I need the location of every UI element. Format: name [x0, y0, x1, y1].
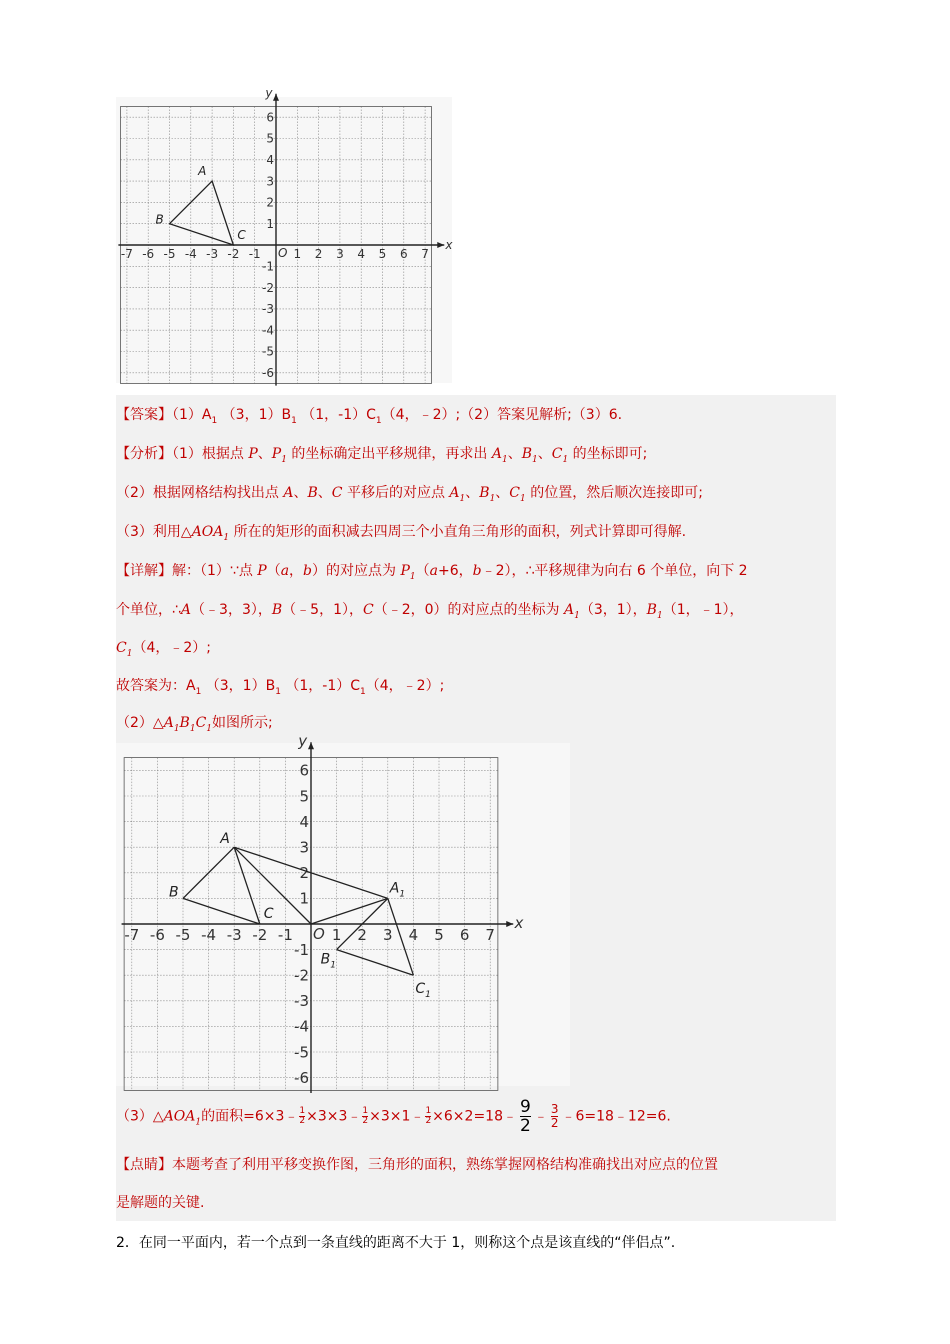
x-tick-label: 3: [336, 247, 344, 261]
y-tick-label: 5: [299, 787, 309, 806]
grid-figure-1: [116, 85, 453, 383]
y-tick-label: -3: [294, 992, 309, 1011]
y-tick-label: -1: [262, 259, 274, 274]
detail-line-4: 故答案为：$A_1$ （3，$1)B_1$ （1，$-1)C_1(4$，﹣2）;: [116, 678, 445, 697]
point-label-c: C: [263, 906, 274, 922]
fraction-half-3: $\frac{1}{2}$: [425, 1106, 432, 1126]
segment-oa1: [311, 898, 388, 924]
y-tick-label: -1: [294, 940, 309, 959]
y-tick-label: 1: [266, 216, 274, 231]
x-tick-label: 7: [485, 926, 495, 944]
y-tick-label: 3: [299, 838, 309, 857]
x-tick-label: -3: [226, 926, 242, 944]
fraction-three-halves: $\frac{3}{2}$: [550, 1102, 559, 1130]
detail-line-1: 【详解】解：（1）∵点 P（a，b）的对应点为 $P_1(a+6$，b﹣2），∴平移规律为向右 6 个单位，向下 2: [116, 563, 748, 582]
x-tick-label: -6: [149, 926, 165, 944]
segment-ac: [234, 847, 260, 924]
point-label-a: A: [220, 831, 230, 848]
x-tick-label: 2: [357, 926, 367, 944]
point-label-c1: $C_1$: [415, 981, 431, 1001]
x-tick-label: 1: [293, 247, 302, 261]
comment-tag: 【点睛】: [116, 1157, 172, 1173]
x-axis-label: x: [445, 238, 453, 252]
y-tick-label: 5: [266, 131, 274, 146]
x-tick-label: 6: [399, 247, 408, 261]
fraction-half-1: $\frac{1}{2}$: [299, 1106, 306, 1126]
point-label-b1: $B_1$: [320, 951, 336, 971]
point-label-a: A: [198, 164, 207, 179]
detail-line-5: $(2)\triangle A_1B_1C_1$如图所示;: [116, 715, 273, 734]
y-tick-label: 2: [266, 195, 274, 210]
grid-figure-2: [116, 732, 570, 1087]
x-tick-label: 3: [383, 926, 393, 944]
x-tick-label: 4: [357, 247, 366, 261]
y-tick-label: 1: [299, 889, 309, 908]
x-tick-label: 6: [459, 926, 470, 944]
x-tick-label: -4: [184, 247, 197, 261]
y-tick-label: -3: [262, 302, 274, 317]
point-label-c: C: [237, 228, 246, 242]
y-tick-label: -6: [262, 366, 274, 380]
x-tick-label: -6: [142, 247, 155, 261]
y-tick-label: 6: [299, 761, 309, 780]
analysis-line-1: 【分析】（1）根据点 P、$P_1$ 的坐标确定出平移规律，再求出 $A_1$、$B_1$、$C_1$ 的坐标即可;: [116, 446, 648, 465]
y-tick-label: -6: [294, 1068, 309, 1087]
detail-tag: 【详解】: [116, 563, 172, 579]
origin-label: O: [278, 246, 288, 260]
y-tick-label: -4: [262, 323, 274, 338]
point-label-b: B: [155, 212, 164, 227]
x-tick-label: -5: [163, 247, 176, 261]
y-axis-label: y: [265, 85, 273, 100]
answer-tag: 【答案】: [116, 407, 172, 423]
x-axis-arrow: [437, 242, 444, 248]
y-tick-label: 4: [266, 153, 274, 167]
point-label-b: B: [169, 884, 179, 901]
point-label-a1: $A_1$: [389, 880, 406, 900]
fraction-half-2: $\frac{1}{2}$: [362, 1106, 369, 1126]
analysis-tag: 【分析】: [116, 446, 172, 462]
x-tick-label: -1: [248, 247, 261, 261]
origin-label: O: [313, 925, 325, 943]
point-label-subscript: 1: [330, 960, 336, 971]
point-label-subscript: 1: [399, 889, 406, 900]
segment-b1c1: [337, 950, 414, 976]
x-axis-label: x: [514, 914, 524, 932]
y-axis-arrow: [273, 94, 279, 101]
x-tick-label: -4: [201, 926, 217, 944]
y-tick-label: 2: [299, 864, 309, 883]
analysis-line-3: （3）利用$\triangle AOA_1$ 所在的矩形的面积减去四周三个小直角三角形的面积，列式计算即可得解.: [116, 524, 687, 543]
triangle-abc: [170, 181, 234, 245]
comment-line-1: 【点睛】本题考查了利用平移变换作图，三角形的面积，熟练掌握网格结构准确找出对应点的位置: [116, 1157, 718, 1173]
x-tick-label: 4: [408, 926, 419, 944]
comment-line-2: 是解题的关键.: [116, 1195, 205, 1211]
y-tick-label: 6: [266, 110, 274, 125]
detail-line-2: 个单位，∴A（﹣3，3），B（﹣5，1），C（﹣2，0）的对应点的坐标为 $A_1(3$，1），$B_1(1$，﹣1），: [116, 602, 744, 621]
x-tick-label: 7: [421, 247, 429, 261]
segment-bc: [183, 898, 260, 924]
y-tick-label: -2: [294, 966, 309, 985]
detail-line-3: $C_1(4$，﹣2）;: [116, 640, 211, 659]
x-tick-label: -2: [252, 926, 268, 944]
x-axis-arrow: [506, 921, 513, 927]
y-tick-label: -2: [262, 280, 274, 295]
y-tick-label: -4: [294, 1017, 309, 1036]
x-tick-label: -7: [124, 926, 140, 944]
y-axis-label: y: [298, 732, 308, 751]
y-tick-label: 4: [299, 812, 309, 831]
x-tick-label: -1: [277, 926, 293, 944]
x-tick-label: -5: [175, 926, 191, 944]
fraction-nine-halves: $\frac{9}{2}$: [520, 1097, 531, 1136]
x-tick-label: -3: [206, 247, 219, 261]
coordinate-graph-original: [116, 85, 453, 383]
x-tick-label: 1: [331, 926, 342, 944]
coordinate-graph-translated: [116, 732, 570, 1087]
answer-line: 【答案】$(1)A_1$ （3，$1)B_1$ （1，$-1)C_1(4$，﹣2）;（2）答案见解析;（3）6.: [116, 407, 623, 426]
analysis-line-2: （2）根据网格结构找出点 A、B、C 平移后的对应点 $A_1$、$B_1$、$C_1$ 的位置，然后顺次连接即可;: [116, 485, 703, 504]
x-tick-label: -7: [120, 247, 133, 261]
y-tick-label: 3: [266, 174, 274, 189]
x-tick-label: -2: [227, 247, 240, 261]
y-axis-arrow: [308, 742, 314, 749]
y-tick-label: -5: [294, 1043, 309, 1062]
question-2: 2．在同一平面内，若一个点到一条直线的距离不大于 1，则称这个点是该直线的“伴侣点”.: [116, 1235, 676, 1251]
area-calculation-line: $(3)\triangle AOA_1$的面积=6×3﹣ $\frac{1}{2}$ ×3×3﹣ $\frac{1}{2}$ ×3×1﹣ $\frac{1}{2}$ ×6×2=18﹣ $\frac{9}{2}$ ﹣ $\frac{3}{2}$ ﹣6=18﹣12=6.: [116, 1097, 671, 1136]
y-tick-label: -5: [262, 344, 274, 359]
x-tick-label: 2: [314, 247, 323, 261]
x-tick-label: 5: [434, 926, 444, 944]
x-tick-label: 5: [378, 247, 387, 261]
point-label-subscript: 1: [425, 990, 431, 1001]
